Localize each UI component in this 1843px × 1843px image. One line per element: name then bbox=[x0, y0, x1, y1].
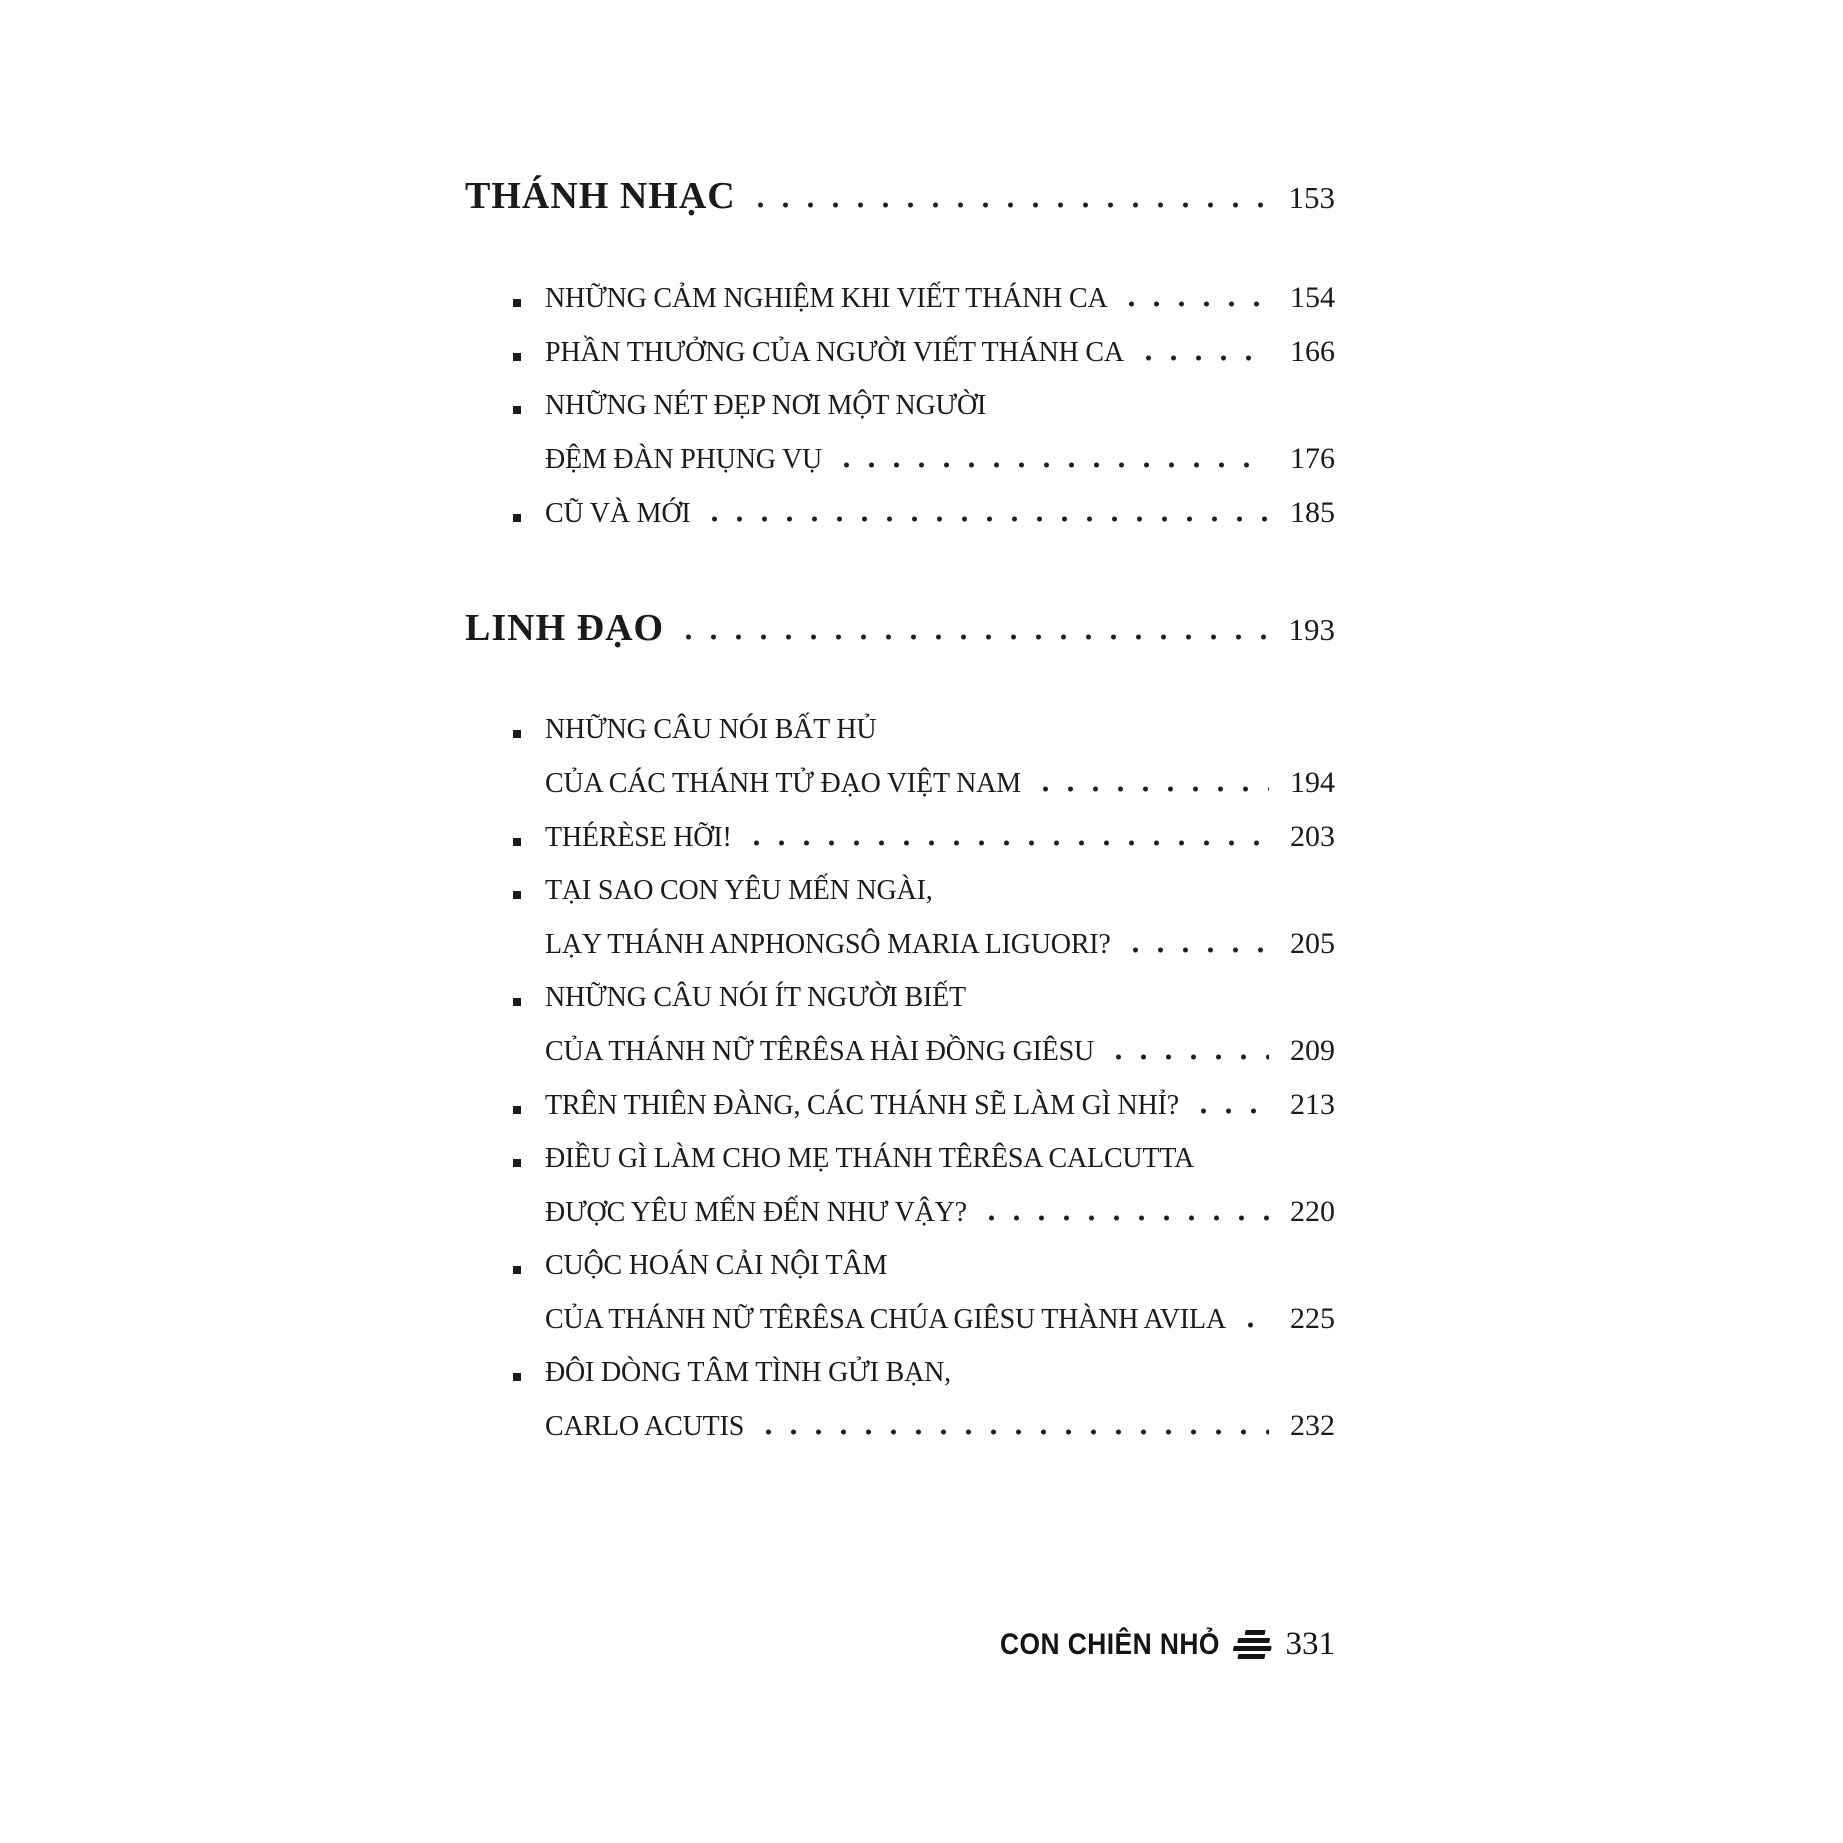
entry-line bbox=[465, 1078, 1335, 1132]
entry-line bbox=[465, 1292, 1335, 1346]
entry-text: PHẦN THƯỞNG CỦA NGƯỜI VIẾT THÁNH CA bbox=[545, 337, 1124, 368]
dot-leader bbox=[676, 620, 1269, 640]
dot-leader bbox=[1123, 933, 1269, 953]
dot-leader bbox=[979, 1201, 1269, 1221]
entry-text: NHỮNG CÂU NÓI ÍT NGƯỜI BIẾT bbox=[545, 982, 966, 1013]
entry-page-number: 205 bbox=[1290, 927, 1335, 960]
dot-leader bbox=[1238, 1308, 1269, 1328]
dot-leader bbox=[1136, 341, 1269, 361]
toc-entry bbox=[465, 864, 1335, 971]
toc-section bbox=[465, 600, 1335, 1453]
entry-line bbox=[465, 1239, 1335, 1292]
entry-page-number: 209 bbox=[1290, 1034, 1335, 1067]
entry-line bbox=[465, 917, 1335, 971]
section-heading-row bbox=[465, 168, 1335, 226]
entry-line bbox=[465, 1346, 1335, 1399]
entry-text: ĐỆM ĐÀN PHỤNG VỤ bbox=[545, 444, 823, 475]
entry-page-number: 232 bbox=[1290, 1409, 1335, 1442]
bullet-icon bbox=[513, 838, 521, 846]
dot-leader bbox=[1106, 1040, 1269, 1060]
section-entries bbox=[465, 703, 1335, 1453]
entry-page-number: 176 bbox=[1290, 442, 1335, 475]
section-entries bbox=[465, 271, 1335, 540]
dot-leader bbox=[834, 448, 1269, 468]
entry-line bbox=[465, 325, 1335, 379]
bullet-icon bbox=[513, 1266, 521, 1274]
dot-leader bbox=[1119, 287, 1269, 307]
bullet-icon bbox=[513, 1159, 521, 1167]
toc-entry bbox=[465, 971, 1335, 1078]
toc-entry bbox=[465, 325, 1335, 379]
entry-page-number: 154 bbox=[1290, 281, 1335, 314]
dot-leader bbox=[756, 1415, 1269, 1435]
entry-line bbox=[465, 432, 1335, 486]
bullet-icon bbox=[513, 1373, 521, 1381]
bullet-icon bbox=[513, 1106, 521, 1114]
section-title: LINH ĐẠO bbox=[465, 607, 665, 649]
entry-text: TẠI SAO CON YÊU MẾN NGÀI, bbox=[545, 875, 933, 906]
section-heading-row bbox=[465, 600, 1335, 658]
toc-entry bbox=[465, 1132, 1335, 1239]
entry-line bbox=[465, 379, 1335, 432]
dot-leader bbox=[1033, 772, 1269, 792]
entry-text: CỦA CÁC THÁNH TỬ ĐẠO VIỆT NAM bbox=[545, 768, 1021, 799]
toc-entry bbox=[465, 271, 1335, 325]
toc-entry bbox=[465, 379, 1335, 486]
entry-page-number: 194 bbox=[1290, 766, 1335, 799]
entry-text: NHỮNG CÂU NÓI BẤT HỦ bbox=[545, 714, 877, 745]
bullet-icon bbox=[513, 514, 521, 522]
toc-section bbox=[465, 168, 1335, 540]
entry-line bbox=[465, 1024, 1335, 1078]
toc-entry bbox=[465, 810, 1335, 864]
entry-page-number: 166 bbox=[1290, 335, 1335, 368]
stacked-bars-icon bbox=[1231, 1630, 1274, 1659]
dot-leader bbox=[748, 188, 1269, 208]
entry-line bbox=[465, 971, 1335, 1024]
entry-text: NHỮNG NÉT ĐẸP NƠI MỘT NGƯỜI bbox=[545, 390, 987, 421]
entry-text: CARLO ACUTIS bbox=[545, 1411, 745, 1442]
toc-entry bbox=[465, 1346, 1335, 1453]
entry-line bbox=[465, 810, 1335, 864]
dot-leader bbox=[744, 826, 1269, 846]
entry-line bbox=[465, 864, 1335, 917]
entry-text: LẠY THÁNH ANPHONGSÔ MARIA LIGUORI? bbox=[545, 929, 1111, 960]
bullet-icon bbox=[513, 299, 521, 307]
dot-leader bbox=[1191, 1094, 1269, 1114]
entry-text: THÉRÈSE HỠI! bbox=[545, 822, 732, 853]
entry-line bbox=[465, 756, 1335, 810]
entry-line bbox=[465, 1132, 1335, 1185]
entry-line bbox=[465, 1185, 1335, 1239]
entry-text: NHỮNG CẢM NGHIỆM KHI VIẾT THÁNH CA bbox=[545, 283, 1108, 314]
section-title: THÁNH NHẠC bbox=[465, 175, 736, 217]
entry-page-number: 213 bbox=[1290, 1088, 1335, 1121]
entry-page-number: 220 bbox=[1290, 1195, 1335, 1228]
toc-entry bbox=[465, 486, 1335, 540]
entry-text: CUỘC HOÁN CẢI NỘI TÂM bbox=[545, 1250, 888, 1281]
entry-page-number: 203 bbox=[1290, 820, 1335, 853]
section-page-number: 193 bbox=[1288, 612, 1335, 647]
folio-page-number: 331 bbox=[1285, 1626, 1335, 1662]
bullet-icon bbox=[513, 998, 521, 1006]
entry-page-number: 185 bbox=[1290, 496, 1335, 529]
entry-text: CỦA THÁNH NỮ TÊRÊSA CHÚA GIÊSU THÀNH AVILA bbox=[545, 1304, 1226, 1335]
entry-text: ĐƯỢC YÊU MẾN ĐẾN NHƯ VẬY? bbox=[545, 1197, 967, 1228]
page-footer bbox=[970, 1626, 1335, 1663]
toc-entry bbox=[465, 703, 1335, 810]
entry-text: ĐÔI DÒNG TÂM TÌNH GỬI BẠN, bbox=[545, 1357, 951, 1388]
bullet-icon bbox=[513, 891, 521, 899]
entry-line bbox=[465, 703, 1335, 756]
entry-text: TRÊN THIÊN ĐÀNG, CÁC THÁNH SẼ LÀM GÌ NHỈ? bbox=[545, 1090, 1179, 1121]
toc-entry bbox=[465, 1078, 1335, 1132]
entry-text: CỦA THÁNH NỮ TÊRÊSA HÀI ĐỒNG GIÊSU bbox=[545, 1036, 1095, 1067]
dot-leader bbox=[702, 502, 1269, 522]
table-of-contents bbox=[465, 168, 1335, 1453]
bullet-icon bbox=[513, 406, 521, 414]
toc-entry bbox=[465, 1239, 1335, 1346]
bullet-icon bbox=[513, 353, 521, 361]
entry-text: ĐIỀU GÌ LÀM CHO MẸ THÁNH TÊRÊSA CALCUTTA bbox=[545, 1143, 1195, 1174]
section-page-number: 153 bbox=[1288, 180, 1335, 215]
entry-line bbox=[465, 271, 1335, 325]
book-title: CON CHIÊN NHỎ bbox=[999, 1627, 1220, 1661]
entry-line bbox=[465, 1399, 1335, 1453]
bullet-icon bbox=[513, 730, 521, 738]
entry-page-number: 225 bbox=[1290, 1302, 1335, 1335]
entry-line bbox=[465, 486, 1335, 540]
entry-text: CŨ VÀ MỚI bbox=[545, 498, 691, 529]
